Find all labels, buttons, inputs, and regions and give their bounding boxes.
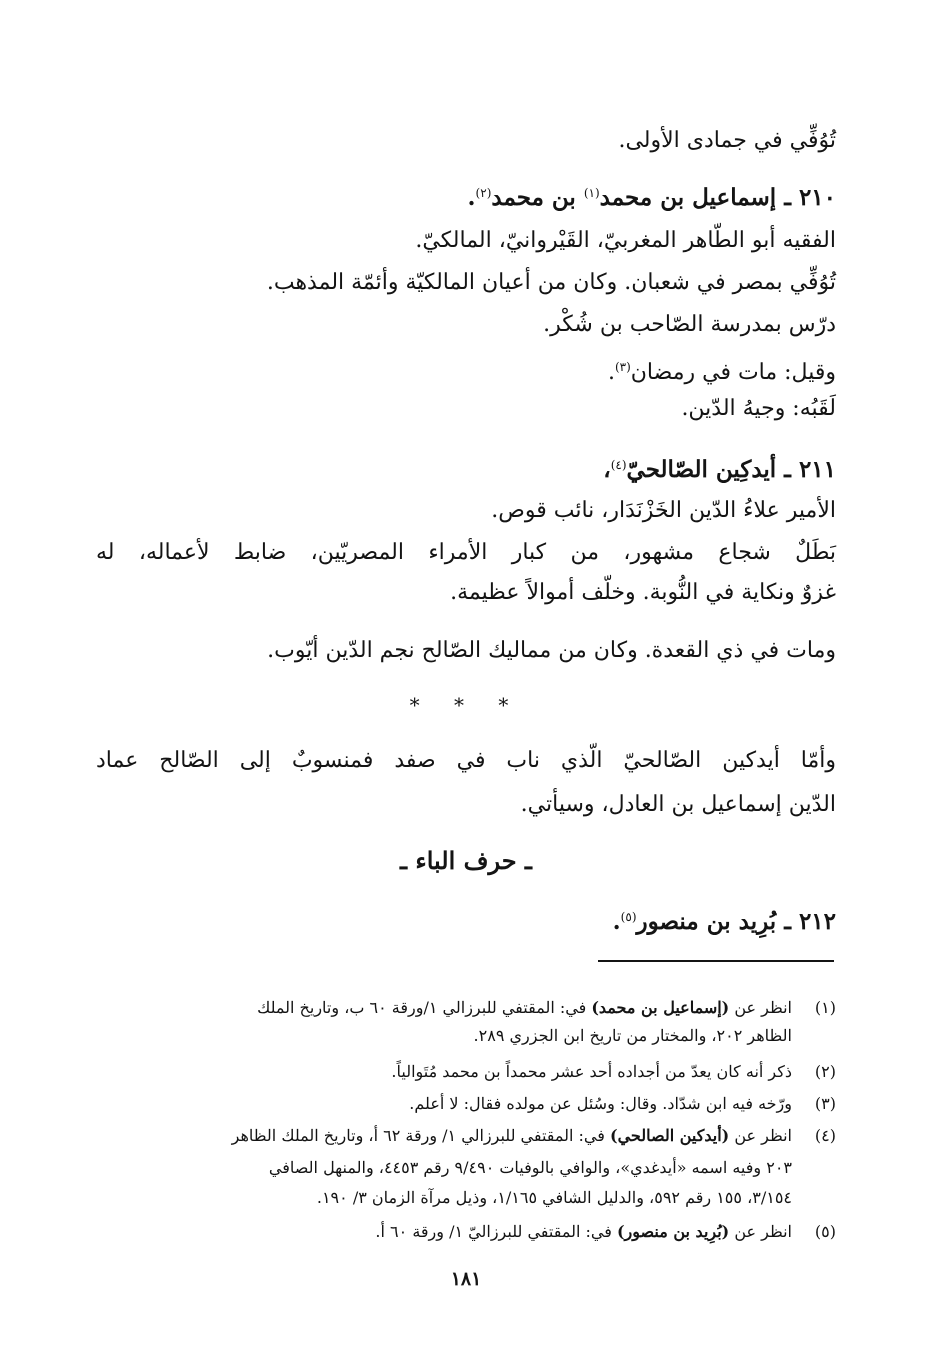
text-span: وقيل: مات في رمضان — [630, 360, 836, 385]
footnote-number: (٢) — [814, 1062, 836, 1081]
text-line: الفقيه أبو الطّاهر المغربيّ، القَيْروانيّ، المالكيّ. — [415, 228, 836, 253]
footnote-ref[interactable]: (٢) — [475, 186, 492, 200]
text-line: وأمّا أيدكين الصّالحيّ الّذي ناب في صفد فمنسوبٌ إلى الصّالح عماد — [96, 748, 836, 773]
text-punct: . — [607, 360, 615, 385]
footnote-number: (٣) — [814, 1094, 836, 1113]
entry-heading-210 — [96, 178, 836, 213]
footnote-text: انظر عن — [729, 998, 792, 1017]
section-separator: * * * — [409, 693, 523, 717]
text-line: ومات في ذي القعدة. وكان من مماليك الصّالح نجم الدّين أيّوب. — [267, 638, 836, 663]
footnote-number: (٤) — [814, 1126, 836, 1145]
entry-punct: . — [612, 908, 621, 935]
footnote-text: ذكر أنه كان يعدّ من أجداده أحد عشر محمداً بن محمد مُتَوالياً. — [391, 1062, 792, 1081]
footnote-4-cont: ٢٠٣ وفيه اسمه «أيدغدي»، والوافي بالوفيات ٩/٤٩٠ رقم ٤٤٥٣، والمنهل الصافي — [268, 1158, 792, 1177]
text-line: الدّين إسماعيل بن العادل، وسيأتي. — [520, 792, 836, 817]
footnote-2 — [96, 1060, 836, 1084]
footnote-text: في: المقتفي للبرزالي ١/ ورقة ٦٢ أ، وتاريخ الملك الظاهر — [231, 1126, 610, 1145]
text-line: الأمير علاءُ الدّين الخَزْنَدَار، نائب قوص. — [491, 498, 836, 523]
footnote-text: في: المقتفي للبرزاليّ ١/ ورقة ٦٠ أ. — [375, 1222, 617, 1241]
footnote-bold: (إسماعيل بن محمد) — [591, 998, 730, 1017]
footnote-ref[interactable]: (٥) — [620, 910, 637, 924]
footnote-text: انظر عن — [729, 1126, 792, 1145]
entry-title: ٢١٢ ـ بُرِيد بن منصور — [636, 908, 836, 935]
entry-punct: . — [467, 184, 476, 211]
footnote-bold: (أيدكين الصالحي) — [610, 1126, 730, 1145]
footnote-text: في: المقتفي للبرزالي ١/ورقة ٦٠ ب، وتاريخ الملك — [257, 998, 592, 1017]
text-line: تُوُفِّي في جمادى الأولى. — [618, 128, 836, 153]
footnote-number: (١) — [814, 998, 836, 1017]
footnote-number: (٥) — [814, 1222, 836, 1241]
page-number: ١٨١ — [450, 1268, 482, 1290]
entry-title: ٢١١ ـ أيدكِين الصّالحيّ — [626, 456, 836, 483]
footnote-ref[interactable]: (١) — [583, 186, 600, 200]
footnote-3 — [96, 1092, 836, 1116]
text-line: تُوُفِّي بمصر في شعبان. وكان من أعيان المالكيّة وأئمّة المذهب. — [266, 270, 836, 295]
footnote-text: انظر عن — [729, 1222, 792, 1241]
footnote-4 — [96, 1124, 836, 1148]
footnote-ref[interactable]: (٤) — [610, 458, 627, 472]
text-line: درّس بمدرسة الصّاحب بن شُكْر. — [543, 312, 836, 337]
text-line: لَقَبُه: وجيهُ الدّين. — [681, 396, 836, 421]
footnote-1 — [96, 996, 836, 1020]
text-line: بَطَلٌ شجاع مشهور، من كبار الأمراء المصريّين، ضابط لأعماله، له — [96, 540, 836, 565]
footnote-1-cont: الظاهر ٢٠٢، والمختار من تاريخ ابن الجزري ٢٨٩. — [473, 1026, 792, 1045]
entry-heading-212 — [96, 902, 836, 937]
entry-title-cont: بن محمد — [491, 184, 584, 211]
text-line: غزوٌ ونكاية في النُّوبة. وخلّف أموالاً عظيمة. — [450, 580, 836, 605]
footnote-5 — [96, 1220, 836, 1244]
footnote-divider — [598, 960, 834, 962]
footnote-ref[interactable]: (٣) — [614, 360, 631, 374]
text-line — [96, 352, 836, 388]
footnote-text: ورّخه فيه ابن شدّاد. وقال: وسُئل عن مولده فقال: لا أعلم. — [409, 1094, 792, 1113]
footnote-4-cont: ٣/١٥٤، ١٥٥ رقم ٥٩٢، والدليل الشافي ١/١٦٥، وذيل مرآة الزمان ٣/ ١٩٠. — [316, 1188, 792, 1207]
entry-title: ٢١٠ ـ إسماعيل بن محمد — [599, 184, 836, 211]
footnote-bold: (بُرِيد بن منصور) — [616, 1222, 730, 1241]
entry-punct: ، — [603, 456, 611, 483]
entry-heading-211 — [96, 450, 836, 485]
chapter-heading: ـ حرف الباء ـ — [400, 846, 532, 875]
